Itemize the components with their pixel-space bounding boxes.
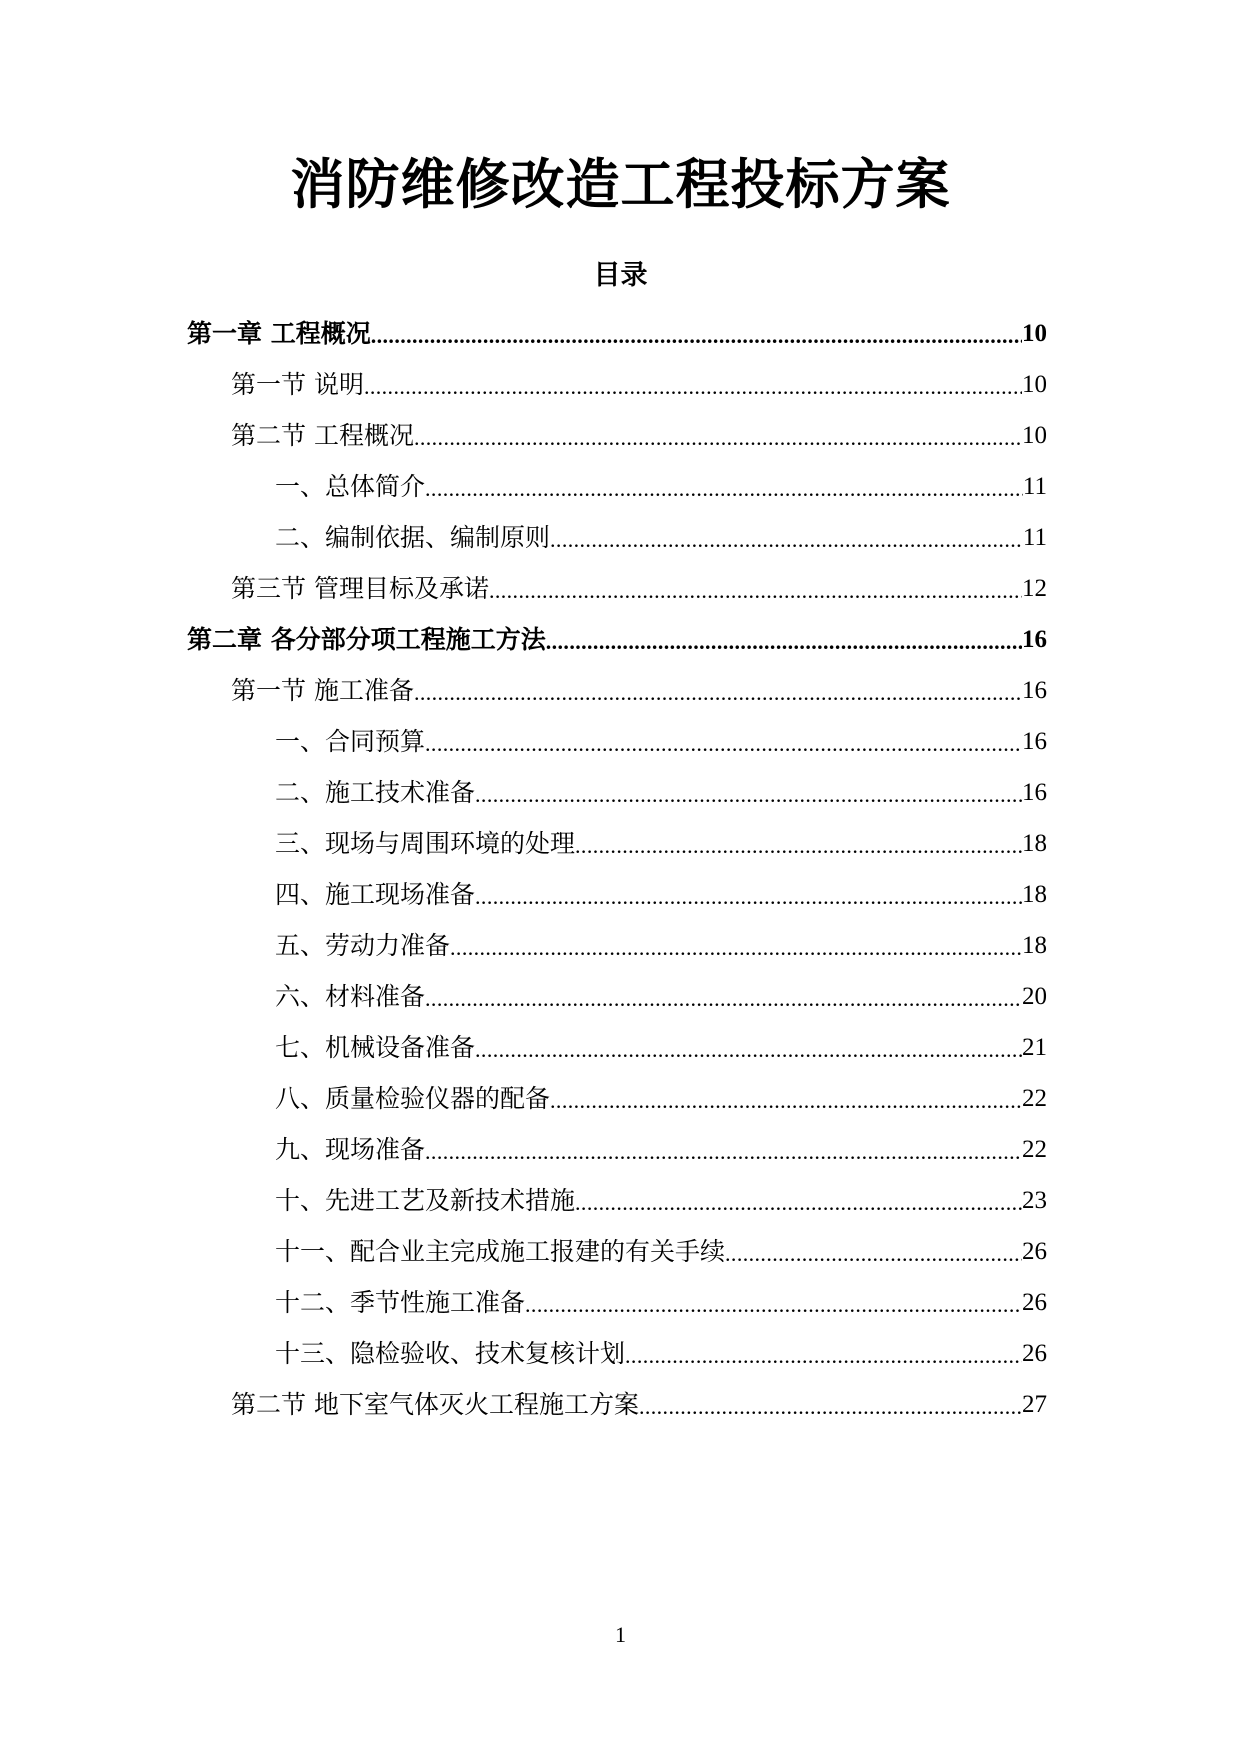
toc-entry-page-number: 11 — [1022, 473, 1047, 500]
toc-entry-page-number: 18 — [1022, 932, 1047, 959]
toc-entry[interactable] — [275, 977, 1047, 1017]
toc-entry-page-number: 27 — [1022, 1391, 1047, 1418]
toc-dot-leader — [489, 569, 1022, 609]
toc-dot-leader — [371, 314, 1022, 354]
toc-entry[interactable] — [275, 1181, 1047, 1221]
toc-entry-page-number: 10 — [1022, 320, 1047, 347]
toc-entry[interactable] — [275, 875, 1047, 915]
toc-entry-label: 四、施工现场准备 — [275, 880, 476, 909]
toc-entry-label: 第二章 各分部分项工程施工方法 — [187, 625, 546, 654]
toc-entry[interactable] — [275, 1028, 1047, 1068]
toc-dot-leader — [450, 926, 1022, 966]
toc-dot-leader — [546, 620, 1022, 660]
toc-entry-label: 第二节 工程概况 — [231, 421, 414, 450]
toc-entry[interactable] — [275, 518, 1047, 558]
toc-dot-leader — [625, 1334, 1022, 1374]
toc-entry[interactable] — [275, 1232, 1047, 1272]
toc-entry-label: 二、编制依据、编制原则 — [275, 523, 551, 552]
toc-dot-leader — [475, 773, 1022, 813]
toc-entry-label: 十一、配合业主完成施工报建的有关手续 — [275, 1237, 726, 1266]
toc-entry-page-number: 21 — [1022, 1034, 1047, 1061]
toc-entry-page-number: 18 — [1022, 830, 1047, 857]
toc-entry[interactable] — [275, 1283, 1047, 1323]
toc-entry-page-number: 22 — [1022, 1136, 1047, 1163]
toc-entry-page-number: 26 — [1022, 1238, 1047, 1265]
toc-entry[interactable] — [231, 365, 1047, 405]
toc-entry-page-number: 26 — [1022, 1289, 1047, 1316]
toc-entry-page-number: 16 — [1022, 677, 1047, 704]
toc-entry-label: 第一节 施工准备 — [231, 676, 414, 705]
toc-entry[interactable] — [187, 620, 1047, 660]
toc-dot-leader — [425, 722, 1022, 762]
toc-entry-label: 十二、季节性施工准备 — [275, 1288, 526, 1317]
toc-entry-label: 一、总体简介 — [275, 472, 426, 501]
toc-entry-label: 第一节 说明 — [231, 370, 364, 399]
toc-entry-label: 十、先进工艺及新技术措施 — [275, 1186, 576, 1215]
toc-entry-page-number: 10 — [1022, 422, 1047, 449]
toc-entry-label: 六、材料准备 — [275, 982, 426, 1011]
toc-entry-label: 五、劳动力准备 — [275, 931, 451, 960]
toc-dot-leader — [725, 1232, 1022, 1272]
toc-entry-page-number: 26 — [1022, 1340, 1047, 1367]
toc-entry-page-number: 16 — [1022, 626, 1047, 653]
toc-dot-leader — [575, 1181, 1022, 1221]
toc-dot-leader — [550, 1079, 1022, 1119]
toc-entry-page-number: 12 — [1022, 575, 1047, 602]
toc-entry-page-number: 18 — [1022, 881, 1047, 908]
toc-entry-label: 九、现场准备 — [275, 1135, 426, 1164]
toc-heading: 目录 — [593, 260, 648, 291]
toc-entry[interactable] — [275, 1079, 1047, 1119]
toc-entry-label: 十三、隐检验收、技术复核计划 — [275, 1339, 626, 1368]
toc-dot-leader — [525, 1283, 1022, 1323]
toc-dot-leader — [639, 1385, 1022, 1425]
toc-entry[interactable] — [231, 569, 1047, 609]
toc-entry[interactable] — [231, 671, 1047, 711]
toc-dot-leader — [550, 518, 1023, 558]
toc-entry[interactable] — [231, 416, 1047, 456]
toc-entry-label: 七、机械设备准备 — [275, 1033, 476, 1062]
document-title: 消防维修改造工程投标方案 — [290, 153, 951, 216]
toc-entry[interactable] — [275, 824, 1047, 864]
toc-dot-leader — [425, 977, 1022, 1017]
toc-entry-label: 三、现场与周围环境的处理 — [275, 829, 576, 858]
toc-entry-page-number: 16 — [1022, 779, 1047, 806]
toc-entry-label: 一、合同预算 — [275, 727, 426, 756]
toc-dot-leader — [425, 467, 1023, 507]
toc-dot-leader — [425, 1130, 1022, 1170]
toc-entry[interactable] — [275, 1334, 1047, 1374]
toc-entry[interactable] — [275, 773, 1047, 813]
toc-entry-page-number: 10 — [1022, 371, 1047, 398]
toc-dot-leader — [475, 875, 1022, 915]
toc-entry-label: 第一章 工程概况 — [187, 319, 371, 348]
toc-entry-label: 八、质量检验仪器的配备 — [275, 1084, 551, 1113]
toc-dot-leader — [414, 671, 1022, 711]
page-number: 1 — [615, 1622, 626, 1647]
toc-entry[interactable] — [275, 1130, 1047, 1170]
toc-entry-label: 二、施工技术准备 — [275, 778, 476, 807]
toc-entry[interactable] — [275, 926, 1047, 966]
toc-dot-leader — [475, 1028, 1022, 1068]
toc-entry[interactable] — [275, 722, 1047, 762]
toc-entry[interactable] — [187, 314, 1047, 354]
toc-entry-label: 第二节 地下室气体灭火工程施工方案 — [231, 1390, 639, 1419]
toc-entry-page-number: 22 — [1022, 1085, 1047, 1112]
toc-dot-leader — [364, 365, 1022, 405]
toc-entry-page-number: 16 — [1022, 728, 1047, 755]
toc-entry-page-number: 11 — [1022, 524, 1047, 551]
toc-dot-leader — [575, 824, 1022, 864]
toc-entry-page-number: 23 — [1022, 1187, 1047, 1214]
toc-entry[interactable] — [231, 1385, 1047, 1425]
toc-dot-leader — [414, 416, 1022, 456]
toc-entry-page-number: 20 — [1022, 983, 1047, 1010]
toc-entry-label: 第三节 管理目标及承诺 — [231, 574, 489, 603]
toc-entry[interactable] — [275, 467, 1047, 507]
